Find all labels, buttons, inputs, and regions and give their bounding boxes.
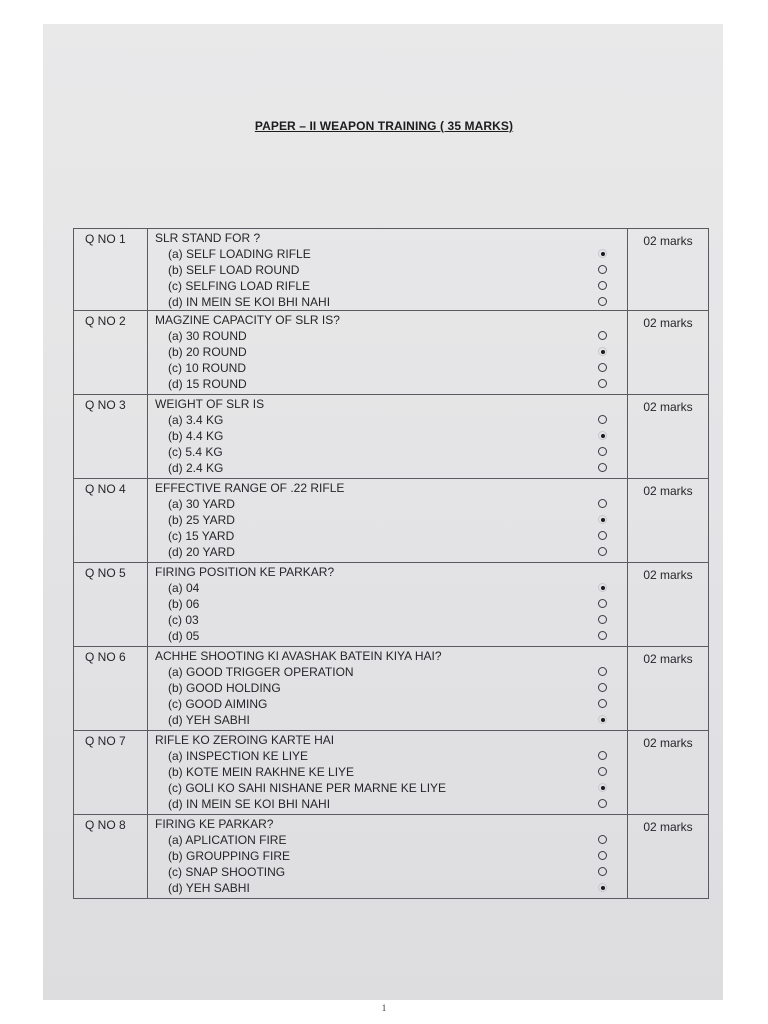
option-item: [148, 696, 627, 712]
question-text: WEIGHT OF SLR IS: [155, 397, 265, 411]
question-row-8: [74, 815, 709, 899]
question-text: FIRING KE PARKAR?: [155, 817, 274, 831]
option-label: (d) YEH SABHI: [168, 881, 250, 895]
question-table: [73, 228, 709, 899]
radio-empty-icon[interactable]: [598, 447, 607, 456]
option-label: (a) 30 ROUND: [168, 329, 247, 343]
question-number: Q NO 3: [74, 395, 148, 479]
option-label: (c) SELFING LOAD RIFLE: [168, 279, 311, 293]
question-table-body: [74, 229, 709, 899]
question-text: FIRING POSITION KE PARKAR?: [155, 565, 335, 579]
option-item: [148, 460, 627, 476]
question-row-2: [74, 311, 709, 395]
question-body: [148, 311, 628, 395]
option-label: (d) YEH SABHI: [168, 713, 250, 727]
question-number: Q NO 8: [74, 815, 148, 899]
question-marks: 02 marks: [628, 395, 709, 479]
option-label: (b) GOOD HOLDING: [168, 681, 281, 695]
option-item: [148, 612, 627, 628]
option-item: [148, 412, 627, 428]
radio-empty-icon[interactable]: [598, 767, 607, 776]
option-label: (b) 06: [168, 597, 200, 611]
question-marks: 02 marks: [628, 815, 709, 899]
question-body: [148, 815, 628, 899]
option-label: (b) GROUPPING FIRE: [168, 849, 291, 863]
question-row-5: [74, 563, 709, 647]
option-item: [148, 360, 627, 376]
option-label: (a) INSPECTION KE LIYE: [168, 749, 309, 763]
option-label: (a) GOOD TRIGGER OPERATION: [168, 665, 354, 679]
radio-empty-icon[interactable]: [598, 265, 607, 274]
option-item: [148, 864, 627, 880]
question-body: [148, 731, 628, 815]
option-item: [148, 496, 627, 512]
radio-empty-icon[interactable]: [598, 631, 607, 640]
option-item: [148, 680, 627, 696]
option-item: [148, 764, 627, 780]
option-label: (c) 15 YARD: [168, 529, 235, 543]
question-marks: 02 marks: [628, 647, 709, 731]
question-number: Q NO 6: [74, 647, 148, 731]
option-label: (a) 3.4 KG: [168, 413, 224, 427]
radio-selected-icon[interactable]: [598, 515, 607, 524]
option-label: (c) SNAP SHOOTING: [168, 865, 286, 879]
option-item: [148, 528, 627, 544]
option-item: [148, 748, 627, 764]
option-label: (b) KOTE MEIN RAKHNE KE LIYE: [168, 765, 355, 779]
radio-empty-icon[interactable]: [598, 297, 607, 306]
radio-empty-icon[interactable]: [598, 547, 607, 556]
option-item: [148, 376, 627, 392]
radio-empty-icon[interactable]: [598, 463, 607, 472]
question-text: MAGZINE CAPACITY OF SLR IS?: [155, 313, 340, 327]
radio-empty-icon[interactable]: [598, 751, 607, 760]
page-number: 1: [381, 1003, 387, 1013]
option-label: (b) 25 YARD: [168, 513, 235, 527]
radio-empty-icon[interactable]: [598, 363, 607, 372]
option-item: [148, 780, 627, 796]
radio-selected-icon[interactable]: [598, 431, 607, 440]
question-marks: 02 marks: [628, 479, 709, 563]
radio-empty-icon[interactable]: [598, 851, 607, 860]
option-label: (c) 03: [168, 613, 199, 627]
option-label: (a) 04: [168, 581, 200, 595]
question-marks: 02 marks: [628, 731, 709, 815]
radio-selected-icon[interactable]: [598, 783, 607, 792]
radio-empty-icon[interactable]: [598, 379, 607, 388]
option-item: [148, 596, 627, 612]
option-item: [148, 444, 627, 460]
option-label: (d) IN MEIN SE KOI BHI NAHI: [168, 797, 331, 811]
option-item: [148, 246, 627, 262]
option-label: (d) 2.4 KG: [168, 461, 224, 475]
question-number: Q NO 7: [74, 731, 148, 815]
question-row-3: [74, 395, 709, 479]
radio-selected-icon[interactable]: [598, 583, 607, 592]
option-item: [148, 880, 627, 896]
option-item: [148, 328, 627, 344]
option-item: [148, 580, 627, 596]
radio-selected-icon[interactable]: [598, 249, 607, 258]
option-item: [148, 278, 627, 294]
question-body: [148, 563, 628, 647]
question-marks: 02 marks: [628, 229, 709, 311]
option-item: [148, 848, 627, 864]
question-body: [148, 479, 628, 563]
option-label: (b) SELF LOAD ROUND: [168, 263, 300, 277]
option-item: [148, 796, 627, 812]
radio-empty-icon[interactable]: [598, 667, 607, 676]
option-item: [148, 544, 627, 560]
option-label: (d) IN MEIN SE KOI BHI NAHI: [168, 295, 331, 309]
question-row-1: [74, 229, 709, 311]
option-label: (c) 10 ROUND: [168, 361, 247, 375]
question-body: [148, 647, 628, 731]
option-label: (b) 4.4 KG: [168, 429, 224, 443]
question-marks: 02 marks: [628, 311, 709, 395]
option-label: (a) APLICATION FIRE: [168, 833, 287, 847]
option-label: (c) 5.4 KG: [168, 445, 223, 459]
question-number: Q NO 4: [74, 479, 148, 563]
option-label: (c) GOOD AIMING: [168, 697, 268, 711]
option-label: (b) 20 ROUND: [168, 345, 247, 359]
radio-selected-icon[interactable]: [598, 347, 607, 356]
option-item: [148, 294, 627, 310]
question-number: Q NO 5: [74, 563, 148, 647]
radio-selected-icon[interactable]: [598, 715, 607, 724]
question-body: [148, 229, 628, 311]
radio-empty-icon[interactable]: [598, 615, 607, 624]
radio-empty-icon[interactable]: [598, 415, 607, 424]
radio-empty-icon[interactable]: [598, 281, 607, 290]
option-item: [148, 344, 627, 360]
radio-empty-icon[interactable]: [598, 331, 607, 340]
radio-empty-icon[interactable]: [598, 835, 607, 844]
radio-empty-icon[interactable]: [598, 867, 607, 876]
option-label: (a) 30 YARD: [168, 497, 235, 511]
question-row-7: [74, 731, 709, 815]
option-label: (d) 20 YARD: [168, 545, 235, 559]
option-label: (a) SELF LOADING RIFLE: [168, 247, 311, 261]
option-item: [148, 262, 627, 278]
radio-empty-icon[interactable]: [598, 599, 607, 608]
question-text: EFFECTIVE RANGE OF .22 RIFLE: [155, 481, 345, 495]
option-label: (d) 05: [168, 629, 200, 643]
question-row-6: [74, 647, 709, 731]
question-number: Q NO 1: [74, 229, 148, 311]
option-item: [148, 512, 627, 528]
question-row-4: [74, 479, 709, 563]
question-number: Q NO 2: [74, 311, 148, 395]
page-title: PAPER – II WEAPON TRAINING ( 35 MARKS): [254, 119, 514, 133]
option-item: [148, 628, 627, 644]
radio-empty-icon[interactable]: [598, 499, 607, 508]
question-marks: 02 marks: [628, 563, 709, 647]
option-item: [148, 664, 627, 680]
question-text: SLR STAND FOR ?: [155, 231, 261, 245]
option-item: [148, 832, 627, 848]
question-text: RIFLE KO ZEROING KARTE HAI: [155, 733, 335, 747]
option-item: [148, 428, 627, 444]
option-item: [148, 712, 627, 728]
radio-empty-icon[interactable]: [598, 683, 607, 692]
question-text: ACHHE SHOOTING KI AVASHAK BATEIN KIYA HAI?: [155, 649, 442, 663]
radio-empty-icon[interactable]: [598, 799, 607, 808]
option-label: (d) 15 ROUND: [168, 377, 247, 391]
radio-empty-icon[interactable]: [598, 531, 607, 540]
option-label: (c) GOLI KO SAHI NISHANE PER MARNE KE LIYE: [168, 781, 447, 795]
radio-empty-icon[interactable]: [598, 699, 607, 708]
radio-selected-icon[interactable]: [598, 883, 607, 892]
question-body: [148, 395, 628, 479]
